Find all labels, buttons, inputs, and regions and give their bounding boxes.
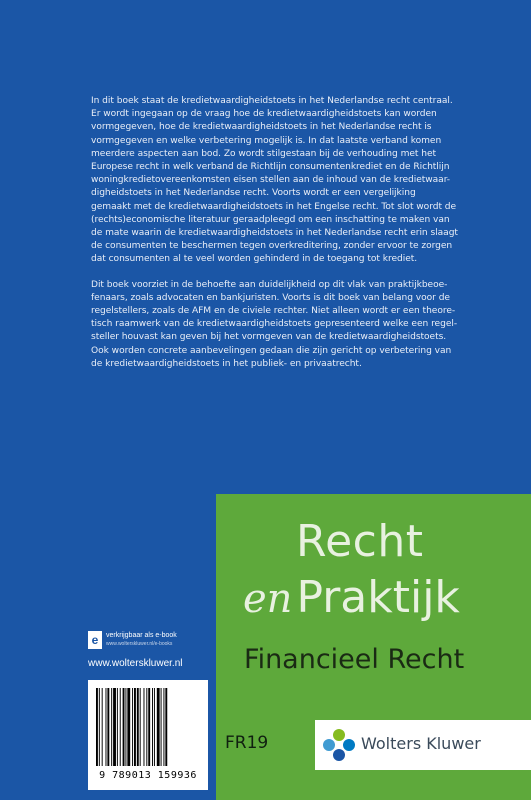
series-code: FR19 — [225, 733, 269, 753]
barcode-bar — [123, 688, 125, 766]
barcode-bars — [96, 688, 200, 766]
publisher-name: Wolters Kluwer — [361, 734, 481, 753]
barcode-bar — [117, 688, 118, 766]
barcode-bar — [120, 688, 121, 766]
barcode-bar — [165, 688, 167, 766]
barcode-bar — [154, 688, 155, 766]
barcode-bar — [127, 688, 130, 766]
barcode-bar — [102, 688, 103, 766]
barcode-bar — [106, 688, 107, 766]
series-title-line1: Recht — [296, 516, 424, 567]
ebook-badge — [88, 631, 193, 649]
ebook-title: verkrijgbaar als e-book — [106, 632, 177, 639]
ebook-icon: e — [88, 631, 102, 649]
barcode-bar — [134, 688, 136, 766]
series-title-praktijk: Praktijk — [296, 572, 460, 623]
wolters-kluwer-logo-icon — [321, 727, 357, 763]
barcode-bar — [157, 688, 160, 766]
publisher-logo-box — [315, 720, 531, 770]
blurb-text — [91, 95, 491, 383]
series-title-en: en — [243, 576, 293, 622]
barcode-bar — [148, 688, 150, 766]
barcode-bar — [132, 688, 133, 766]
isbn-number: 9 789013 159936 — [99, 770, 197, 781]
barcode-bar — [99, 688, 100, 766]
barcode-bar — [111, 688, 112, 766]
ebook-url: www.wolterskluwer.nl/e-books — [106, 641, 173, 647]
blurb-paragraph-1: In dit boek staat de kredietwaardigheidstoets in het Nederlandse recht centraal. Er wordt ingegaan op de vraag hoe de kredietwaardigheidstoets kan worden vormgegeven, hoe de kredietwaardigheidstoets in het Nederlandse recht is vormgegeven en welke verbetering mogelijk is. In dat laatste verband komen meerdere aspecten aan bod. Zo wordt stilgestaan bij de verhouding met het Europese recht in welk verband de Richtlijn consumentenkrediet en de Richtlijn woningkredietovereenkomsten eisen stellen aan de inhoud van de kredietwaar- digheidstoets in het Nederlandse recht. Voorts wordt er een vergelijking gemaakt met de kredietwaardigheidstoets in het Engelse recht. Tot slot wordt de (rechts)economische literatuur geraadpleegd om een inschatting te maken van de mate waarin de kredietwaardigheidstoets in het Nederlandse recht erin slaagt de consumenten te beschermen tegen overkreditering, zonder ervoor te zorgen dat consumenten al te veel worden gehinderd in de toegang tot krediet. — [91, 96, 458, 265]
barcode-bar — [137, 688, 139, 766]
barcode-bar — [152, 688, 153, 766]
barcode-bar — [107, 688, 109, 766]
series-panel — [216, 494, 531, 800]
barcode-bar — [113, 688, 116, 766]
series-subtitle: Financieel Recht — [244, 644, 465, 675]
barcode — [88, 680, 208, 790]
barcode-bar — [161, 688, 162, 766]
barcode-bar — [144, 688, 145, 766]
series-title-line2 — [243, 572, 460, 623]
blurb-paragraph-2: Dit boek voorziet in de behoefte aan duidelijkheid op dit vlak van praktijkbeoe- fenaars, zoals advocaten en bankjuristen. Voorts is dit boek van belang voor de regelstellers, zoals de AFM en de civiele rechter. Niet alleen wordt er een theore- tisch raamwerk van de kredietwaardigheidstoets gepresenteerd welke een regel- steller houvast kan geven bij het vormgeven van de kredietwaardigheidstoets. Ook worden concrete aanbevelingen gedaan die zijn gericht op verbetering van de kredietwaardigheidstoets in het publiek- en privaatrecht. — [91, 279, 458, 369]
barcode-bar — [146, 688, 147, 766]
barcode-bar — [163, 688, 164, 766]
barcode-bar — [96, 688, 98, 766]
publisher-website[interactable]: www.wolterskluwer.nl — [88, 658, 183, 669]
barcode-bar — [140, 688, 141, 766]
barcode-bar — [125, 688, 126, 766]
